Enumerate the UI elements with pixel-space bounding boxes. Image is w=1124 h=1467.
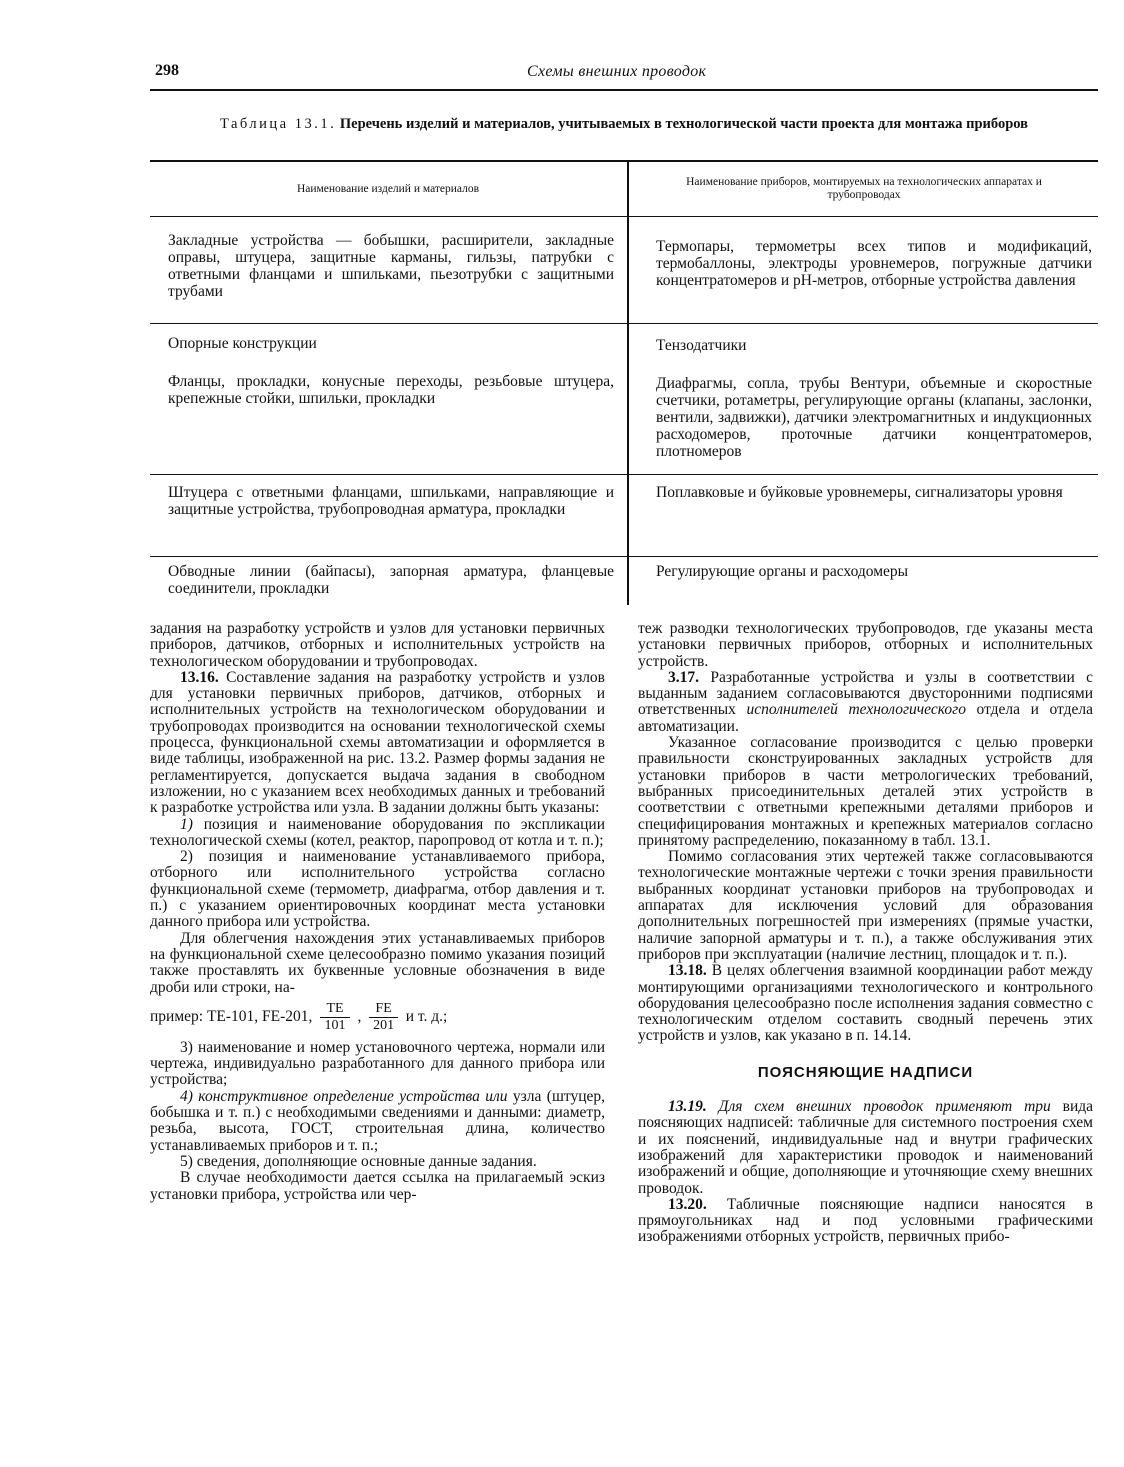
paragraph-text: Разработанные устройства и узлы в соответствии с выданным заданием согласовываются двусторонними подписями ответственных bbox=[638, 668, 1094, 719]
list-item: 2) позиция и наименование устанавливаемого прибора, отборного или исполнительного устройства согласно функциональной схеме (термометр, диафрагма, отбор давления и т. п.) с указанием ориентировочных координат места установки данного прибора или устройства. bbox=[150, 848, 605, 931]
table-row bbox=[150, 367, 1098, 475]
page-number: 298 bbox=[155, 62, 179, 79]
clause-number: 3.17. bbox=[668, 668, 699, 686]
list-marker: 1) bbox=[180, 815, 193, 833]
clause-number: 13.16. bbox=[180, 668, 219, 686]
body-column-left bbox=[150, 621, 605, 1203]
table-cell-right: Термопары, термометры всех типов и модификаций, термобаллоны, электроды уровнемеров, погружные датчики концентратомеров и pH-метров, отборные устройства давления bbox=[656, 238, 1092, 289]
paragraph-text: Составление задания на разработку устройств и узлов для установки первичных приборов, датчиков, отборных и исполнительных устройств на технологическом оборудовании и трубопроводах производится на основании технологической схемы процесса, функциональной схемы автоматизации и оформляется в виде таблицы, изображенной на рис. 13.2. Размер формы задания не регламентируется, допускается выдача задания в свободном изложении, но с указанием всех необходимых данных и требований к разработке устройства или узла. В задании должны быть указаны: bbox=[150, 668, 606, 817]
materials-table bbox=[150, 160, 1098, 597]
paragraph-italic: исполнителей технологического bbox=[746, 701, 966, 719]
paragraph: Помимо согласования этих чертежей также согласовываются технологические монтажные чертежи с точки зрения правильности выбранных координат установки приборов на трубопроводах и аппаратах для исключения условий для образования дополнительных погрешностей при измерениях (прямые участки, наличие запорной арматуры и т. п.), а также обслуживания этих приборов при эксплуатации (наличие лестниц, площадок и т. п.). bbox=[638, 848, 1093, 963]
paragraph bbox=[638, 1197, 1093, 1246]
list-item-text: узла (штуцер, бобышка и т. п.) с необходимыми сведениями и данными: диаметр, резьба, высота, ГОСТ, строительная длина, количество устанавливаемых приборов и т. п.; bbox=[150, 1087, 605, 1154]
paragraph-text: Табличные поясняющие надписи наносятся в прямоугольниках над и под условными графическими изображениями отборных устройств, первичных прибо- bbox=[638, 1195, 1093, 1246]
header-rule bbox=[150, 89, 1098, 91]
paragraph-italic: Для схем внешних проводок применяют три bbox=[718, 1098, 1051, 1116]
fraction bbox=[369, 1001, 397, 1034]
paragraph: В случае необходимости дается ссылка на прилагаемый эскиз установки прибора, устройства или чер- bbox=[150, 1169, 605, 1203]
paragraph bbox=[638, 963, 1093, 1044]
table-cell-left: Опорные конструкции bbox=[168, 335, 317, 352]
table-cell-left: Штуцера с ответными фланцами, шпильками, направляющие и защитные устройства, трубопроводная арматура, прокладки bbox=[168, 484, 614, 518]
table-cell-right: Тензодатчики bbox=[656, 337, 747, 354]
table-header-left: Наименование изделий и материалов bbox=[296, 182, 480, 195]
fraction bbox=[320, 1001, 349, 1034]
formula-tail: и т. д.; bbox=[405, 1008, 448, 1026]
table-row bbox=[150, 558, 1098, 605]
paragraph-text: вида поясняющих надписей: табличные для системного построения схем и их пояснений, индивидуальные над и внутри графических изображений для характеристики проводок и наименований изображений и общие, дополняющие и уточняющие схему внешних проводок. bbox=[638, 1098, 1094, 1197]
formula-lead: пример: TE-101, FE-201, bbox=[150, 1008, 313, 1026]
table-header bbox=[150, 162, 1098, 217]
table-caption-title: Перечень изделий и материалов, учитываемых в технологической части проекта для монтажа приборов bbox=[339, 116, 1029, 132]
table-cell-left: Обводные линии (байпасы), запорная арматура, фланцевые соединители, прокладки bbox=[168, 563, 614, 597]
table-caption bbox=[150, 115, 1098, 133]
formula bbox=[150, 1001, 605, 1034]
paragraph: Для облегчения нахождения этих устанавливаемых приборов на функциональной схеме целесообразно помимо указания позиций также проставлять их буквенные условные обозначения в виде дроби или строки, на- bbox=[150, 929, 605, 996]
list-item: 3) наименование и номер установочного чертежа, нормали или чертежа, индивидуально разработанного для данного прибора или устройства; bbox=[150, 1038, 605, 1089]
table-row bbox=[150, 218, 1098, 324]
table-row bbox=[150, 325, 1098, 367]
fraction-numerator: TE bbox=[320, 1001, 349, 1018]
paragraph bbox=[150, 670, 605, 817]
paragraph: задания на разработку устройств и узлов для установки первичных приборов, датчиков, отборных и исполнительных устройств на технологическом оборудовании и трубопроводах. bbox=[150, 620, 605, 670]
table-cell-right: Регулирующие органы и расходомеры bbox=[656, 563, 909, 580]
fraction-numerator: FE bbox=[369, 1001, 397, 1018]
table-cell-left: Фланцы, прокладки, конусные переходы, резьбовые штуцера, крепежные стойки, шпильки, прокладки bbox=[168, 373, 614, 407]
paragraph bbox=[638, 1099, 1093, 1197]
table-header-right: Наименование приборов, монтируемых на технологических аппаратах и трубопроводах bbox=[686, 176, 1042, 201]
paragraph: Указанное согласование производится с целью проверки правильности сконструированных закладных устройств для установки приборов в части метрологических требований, выбранных присоединительных деталей этих устройств в соответствии с ответными крепежными деталями приборов и специфицирования монтажных и крепежных материалов согласно принятому распределению, показанному в табл. 13.1. bbox=[638, 734, 1093, 849]
clause-number: 13.18. bbox=[668, 962, 707, 980]
fraction-denominator: 101 bbox=[324, 1017, 346, 1033]
section-heading: ПОЯСНЯЮЩИЕ НАДПИСИ bbox=[757, 1063, 974, 1081]
table-caption-prefix: Таблица 13.1. bbox=[219, 116, 337, 132]
table-cell-left: Закладные устройства — бобышки, расширители, закладные оправы, штуцера, защитные карманы, гильзы, патрубки с ответными фланцами и шпильками, пьезотрубки с защитными трубами bbox=[168, 232, 614, 300]
table-cell-right: Поплавковые и буйковые уровнемеры, сигнализаторы уровня bbox=[656, 484, 1063, 501]
list-item: 5) сведения, дополняющие основные данные задания. bbox=[180, 1152, 537, 1170]
separator: , bbox=[357, 1008, 362, 1026]
list-item bbox=[150, 817, 605, 850]
table-row bbox=[150, 476, 1098, 557]
paragraph-text: В целях облегчения взаимной координации работ между монтирующими организациями технологического и контрольного оборудования целесообразно после исполнения задания совместно с технологическим отделом составить сводный перечень этих устройств и узлов, как указано в п. 14.14. bbox=[638, 962, 1093, 1045]
running-head: Схемы внешних проводок bbox=[527, 63, 707, 80]
paragraph-text: отдела и отдела автоматизации. bbox=[638, 701, 1094, 735]
clause-number: 13.19. bbox=[668, 1098, 707, 1116]
body-column-right bbox=[638, 621, 1093, 1246]
table-cell-right: Диафрагмы, сопла, трубы Вентури, объемные и скоростные счетчики, ротаметры, регулирующие органы (клапаны, заслонки, вентили, задвижки), датчики электромагнитных и индукционных расходомеров, проточные датчики концентратомеров, плотномеров bbox=[656, 375, 1092, 460]
fraction-denominator: 201 bbox=[373, 1017, 395, 1033]
clause-number: 13.20. bbox=[668, 1195, 707, 1213]
list-item-italic: 4) конструктивное определение устройства или bbox=[180, 1087, 508, 1105]
paragraph: теж разводки технологических трубопроводов, где указаны места установки первичных приборов, отборных и исполнительных устройств. bbox=[638, 620, 1093, 670]
paragraph bbox=[638, 670, 1093, 735]
list-item bbox=[150, 1089, 605, 1154]
list-item-text: позиция и наименование оборудования по экспликации технологической схемы (котел, реактор, паропровод от котла и т. п.); bbox=[150, 815, 605, 849]
